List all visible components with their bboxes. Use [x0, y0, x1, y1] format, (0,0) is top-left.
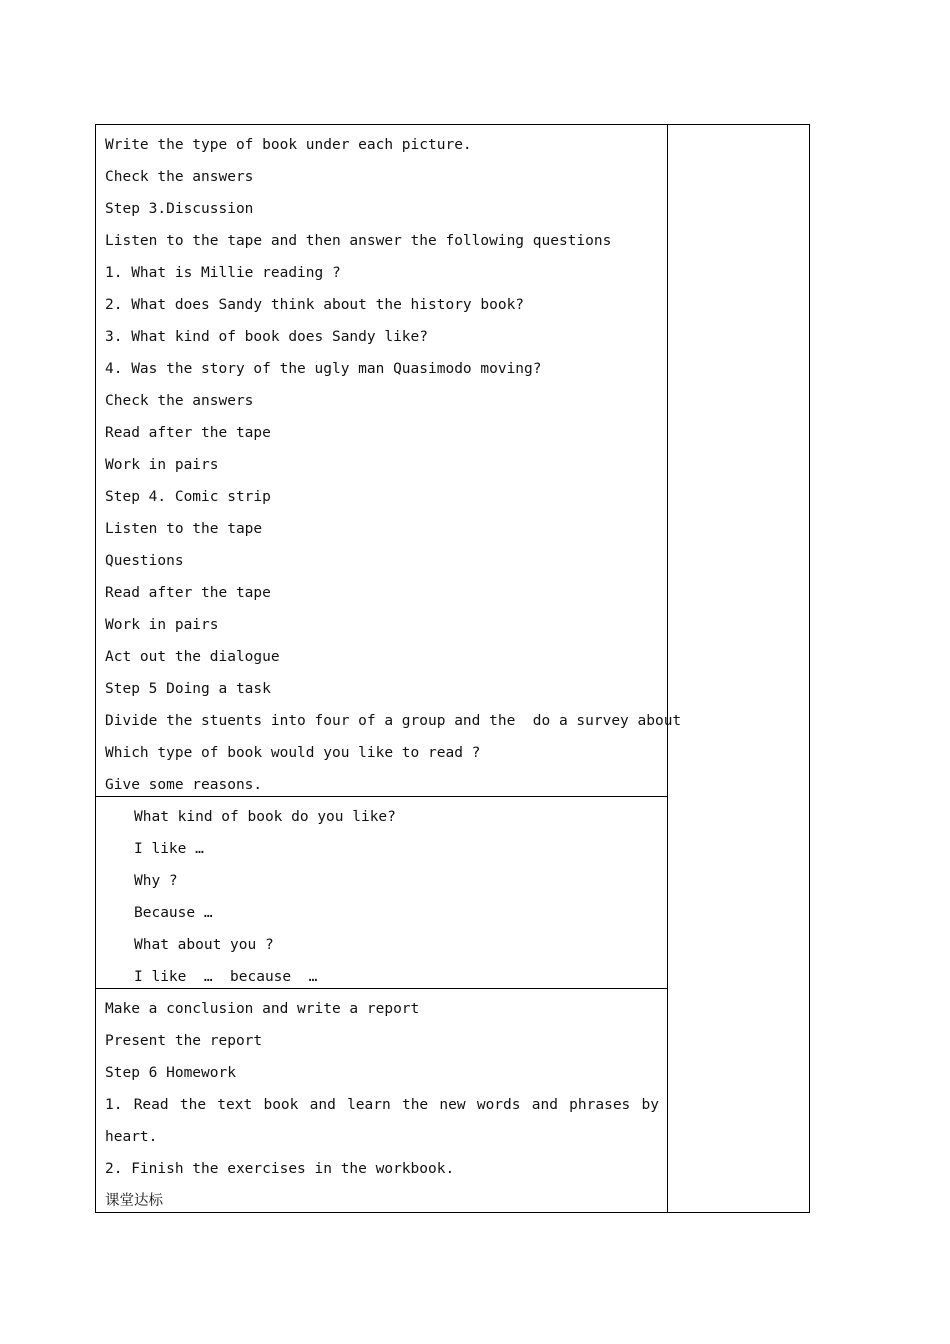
dialogue-line: I like … [134, 841, 204, 857]
text-line: Make a conclusion and write a report [105, 1001, 420, 1017]
procedure-cell [96, 125, 682, 796]
dialogue-line: Because … [134, 905, 213, 921]
text-line: Work in pairs [105, 457, 219, 473]
text-line: Present the report [105, 1033, 263, 1049]
homework-item: 1. Read the text book and learn the new words and phrases by [105, 1097, 659, 1113]
step-heading: Step 4. Comic strip [105, 489, 271, 505]
text-line: Read after the tape [105, 585, 271, 601]
text-line: Which type of book would you like to read ? [105, 745, 481, 761]
dialogue-line: I like … because … [134, 969, 318, 985]
text-line: Questions [105, 553, 184, 569]
step-heading: Step 5 Doing a task [105, 681, 271, 697]
text-line: Work in pairs [105, 617, 219, 633]
lesson-plan-table [95, 124, 810, 1213]
step-heading: Step 6 Homework [105, 1065, 236, 1081]
notes-column [667, 125, 809, 1212]
homework-item: 2. Finish the exercises in the workbook. [105, 1161, 455, 1177]
dialogue-line: What about you ? [134, 937, 274, 953]
text-line: Check the answers [105, 169, 254, 185]
text-line: Read after the tape [105, 425, 271, 441]
homework-cell [96, 988, 667, 1212]
text-line: Listen to the tape [105, 521, 263, 537]
text-line: Divide the stuents into four of a group and the do a survey about [105, 713, 682, 729]
question-item: 1. What is Millie reading ? [105, 265, 341, 281]
question-item: 4. Was the story of the ugly man Quasimodo moving? [105, 361, 542, 377]
text-line: Act out the dialogue [105, 649, 280, 665]
dialogue-line: What kind of book do you like? [134, 809, 396, 825]
dialogue-cell [96, 796, 667, 988]
section-heading: 课堂达标 [105, 1193, 163, 1209]
dialogue-line: Why ? [134, 873, 178, 889]
text-line: Write the type of book under each picture. [105, 137, 472, 153]
step-heading: Step 3.Discussion [105, 201, 254, 217]
text-line: Check the answers [105, 393, 254, 409]
text-line: Give some reasons. [105, 777, 263, 793]
text-line: Listen to the tape and then answer the following questions [105, 233, 612, 249]
question-item: 3. What kind of book does Sandy like? [105, 329, 429, 345]
homework-item-continuation: heart. [105, 1129, 158, 1145]
question-item: 2. What does Sandy think about the history book? [105, 297, 525, 313]
